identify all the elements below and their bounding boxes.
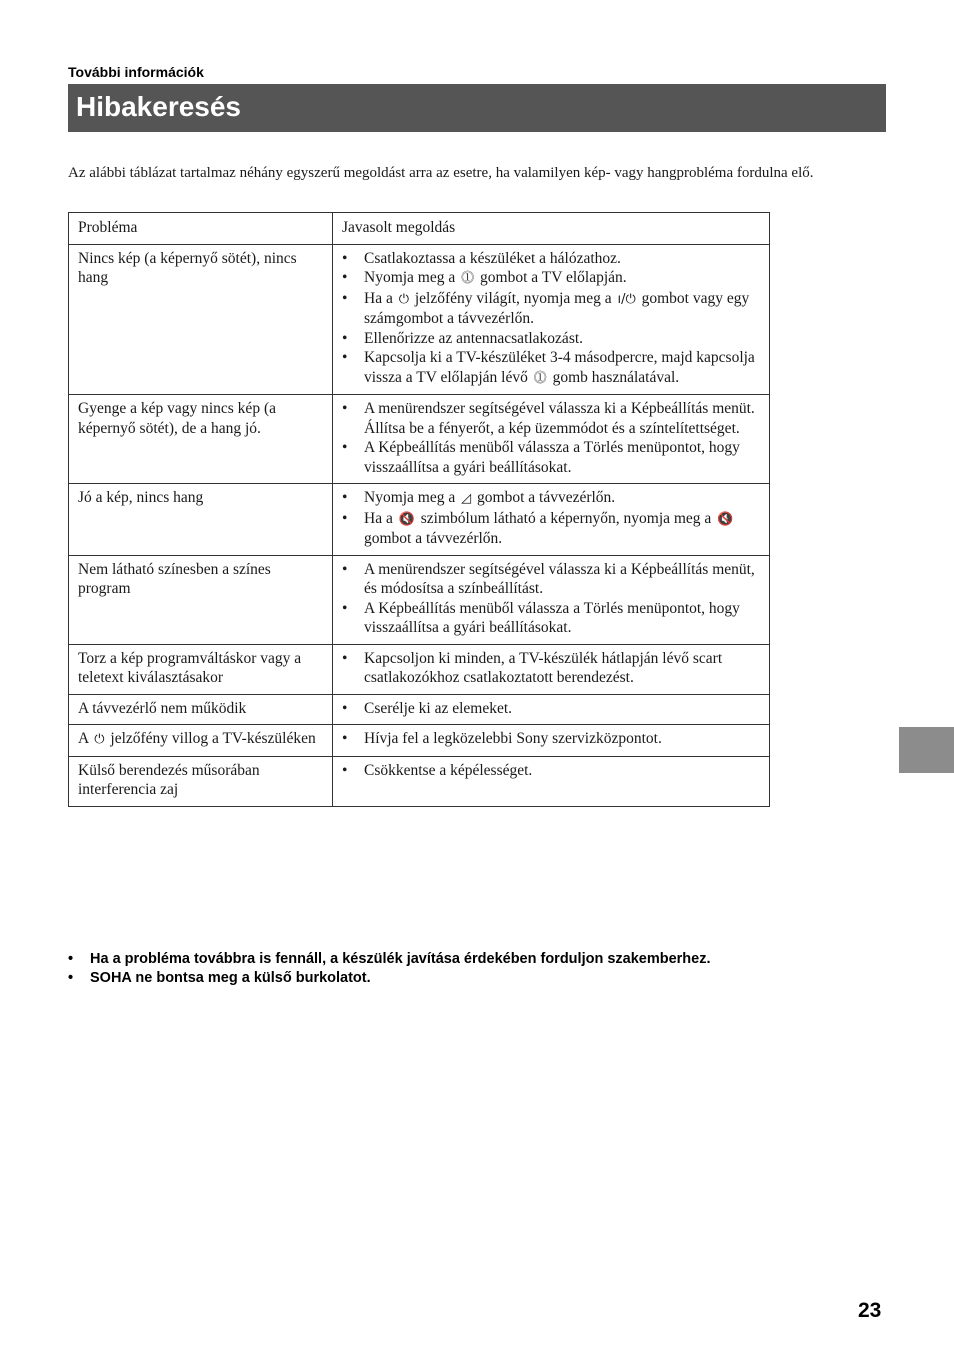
text-segment: A Képbeállítás menüből válassza a Törlés menüpontot, hogy visszaállítsa a gyári beállításokat. (364, 599, 740, 636)
section-label: További információk (68, 64, 204, 80)
mains-power-icon: ⓵ (461, 271, 475, 286)
text-segment: Csatlakoztassa a készüléket a hálózathoz. (364, 249, 621, 267)
text-segment: Ha a (364, 509, 393, 527)
warning-item (68, 969, 711, 988)
solution-list (342, 729, 759, 749)
bullet-icon: • (342, 599, 348, 617)
list-item (342, 729, 759, 749)
bullet-icon: • (342, 560, 348, 578)
solution-list (342, 649, 759, 688)
list-item (342, 649, 759, 688)
solution-cell (333, 756, 770, 806)
problem-cell: Jó a kép, nincs hang (69, 484, 333, 556)
table-row (69, 756, 770, 806)
solution-list (342, 699, 759, 719)
bullet-icon: • (68, 970, 74, 986)
title-bar (68, 84, 886, 132)
solution-list (342, 399, 759, 477)
bullet-icon: • (342, 761, 348, 779)
text-segment: szimbólum látható a képernyőn, nyomja meg a (420, 509, 712, 527)
mute-icon: 🔇 (717, 511, 734, 527)
problem-cell: Gyenge a kép vagy nincs kép (a képernyő sötét), de a hang jó. (69, 395, 333, 484)
table-header-row (69, 213, 770, 245)
problem-cell (69, 725, 333, 757)
solution-cell (333, 694, 770, 725)
problem-cell: A távvezérlő nem működik (69, 694, 333, 725)
text-segment: gombot a TV előlapján. (480, 269, 627, 286)
solution-cell (333, 725, 770, 757)
list-item (342, 268, 759, 289)
warning-item (68, 950, 711, 969)
list-item (342, 509, 759, 549)
bullet-icon: • (342, 400, 348, 417)
problem-cell: Torz a kép programváltáskor vagy a teletext kiválasztásakor (69, 644, 333, 694)
solution-cell (333, 555, 770, 644)
warning-text: Ha a probléma továbbra is fennáll, a készülék javítása érdekében forduljon szakemberhez. (90, 951, 711, 967)
text-segment: A Képbeállítás menüből válassza a Törlés menüpontot, hogy visszaállítsa a gyári beállításokat. (364, 439, 740, 476)
text-segment: jelzőfény villog a TV-készüléken (110, 730, 316, 747)
bullet-icon: • (342, 249, 348, 267)
intro-text: Az alábbi táblázat tartalmaz néhány egyszerű megoldást arra az esetre, ha valamilyen kép- vagy hangprobléma fordulna elő. (68, 165, 814, 181)
solution-list (342, 249, 759, 389)
table-row (69, 244, 770, 395)
text-segment: Hívja fel a legközelebbi Sony szervizközpontot. (364, 730, 662, 747)
text-segment: A menürendszer segítségével válassza ki a Képbeállítás menüt. Állítsa be a fényerőt, a kép üzemmódot és a színtelítettséget. (364, 400, 755, 437)
text-segment: gombot a távvezérlőn. (364, 530, 503, 547)
bullet-icon: • (342, 289, 348, 307)
solution-cell (333, 395, 770, 484)
bullet-icon: • (342, 699, 348, 717)
list-item (342, 761, 759, 781)
table-row (69, 555, 770, 644)
mute-icon: 🔇 (398, 511, 415, 527)
solution-cell (333, 484, 770, 556)
list-item (342, 329, 759, 349)
list-item (342, 438, 759, 477)
text-segment: A (78, 730, 89, 747)
on-off-icon: ı/⏻ (617, 291, 636, 307)
solution-list (342, 560, 759, 638)
bullet-icon: • (342, 269, 348, 286)
bullet-icon: • (342, 489, 348, 506)
bullet-icon: • (342, 439, 348, 456)
section-tab-marker (899, 727, 954, 773)
solution-list (342, 488, 759, 549)
bullet-icon: • (342, 329, 348, 347)
text-segment: Cserélje ki az elemeket. (364, 699, 513, 717)
solution-cell (333, 644, 770, 694)
troubleshooting-table (68, 212, 770, 807)
text-segment: gomb használatával. (552, 368, 680, 386)
text-segment: Nyomja meg a (364, 489, 456, 506)
table-row (69, 644, 770, 694)
header-solution: Javasolt megoldás (333, 213, 770, 245)
text-segment: Kapcsoljon ki minden, a TV-készülék hátlapján lévő scart csatlakozókhoz csatlakoztatott berendezést. (364, 649, 723, 686)
list-item (342, 699, 759, 719)
bullet-icon: • (68, 951, 74, 967)
text-segment: Nyomja meg a (364, 269, 456, 286)
problem-cell: Nem látható színesben a színes program (69, 555, 333, 644)
table-row (69, 725, 770, 757)
page-number: 23 (858, 1299, 882, 1322)
warnings-list (68, 950, 711, 988)
list-item (342, 560, 759, 599)
table-row (69, 395, 770, 484)
table-row (69, 694, 770, 725)
list-item (342, 289, 759, 329)
text-segment: Ha a (364, 289, 393, 307)
bullet-icon: • (342, 730, 348, 747)
solution-list (342, 761, 759, 781)
problem-cell: Külső berendezés műsorában interferencia zaj (69, 756, 333, 806)
bullet-icon: • (342, 649, 348, 667)
solution-cell (333, 244, 770, 395)
standby-icon: ⏻ (94, 732, 105, 747)
list-item (342, 348, 759, 388)
standby-icon: ⏻ (398, 291, 409, 307)
text-segment: A menürendszer segítségével válassza ki a Képbeállítás menüt, és módosítsa a színbeállítást. (364, 560, 755, 597)
mains-power-icon: ⓵ (533, 370, 547, 386)
warning-text: SOHA ne bontsa meg a külső burkolatot. (90, 970, 371, 986)
list-item (342, 399, 759, 438)
header-problem: Probléma (69, 213, 333, 245)
bullet-icon: • (342, 349, 348, 366)
page-title: Hibakeresés (76, 91, 242, 122)
list-item (342, 488, 759, 509)
text-segment: Ellenőrizze az antennacsatlakozást. (364, 329, 584, 347)
table-row (69, 484, 770, 556)
text-segment: jelzőfény világít, nyomja meg a (414, 289, 612, 307)
text-segment: gombot a távvezérlőn. (477, 489, 616, 506)
bullet-icon: • (342, 509, 348, 527)
text-segment: Csökkentse a képélességet. (364, 761, 533, 779)
text-segment: Kapcsolja ki a TV-készüléket 3-4 másodpercre, majd kapcsolja vissza a TV előlapján lévő (364, 349, 755, 386)
list-item (342, 249, 759, 269)
volume-icon: ◿ (461, 491, 472, 506)
text-segment: gombot vagy egy számgombot a távvezérlőn. (364, 289, 750, 327)
problem-cell: Nincs kép (a képernyő sötét), nincs hang (69, 244, 333, 395)
list-item (342, 599, 759, 638)
